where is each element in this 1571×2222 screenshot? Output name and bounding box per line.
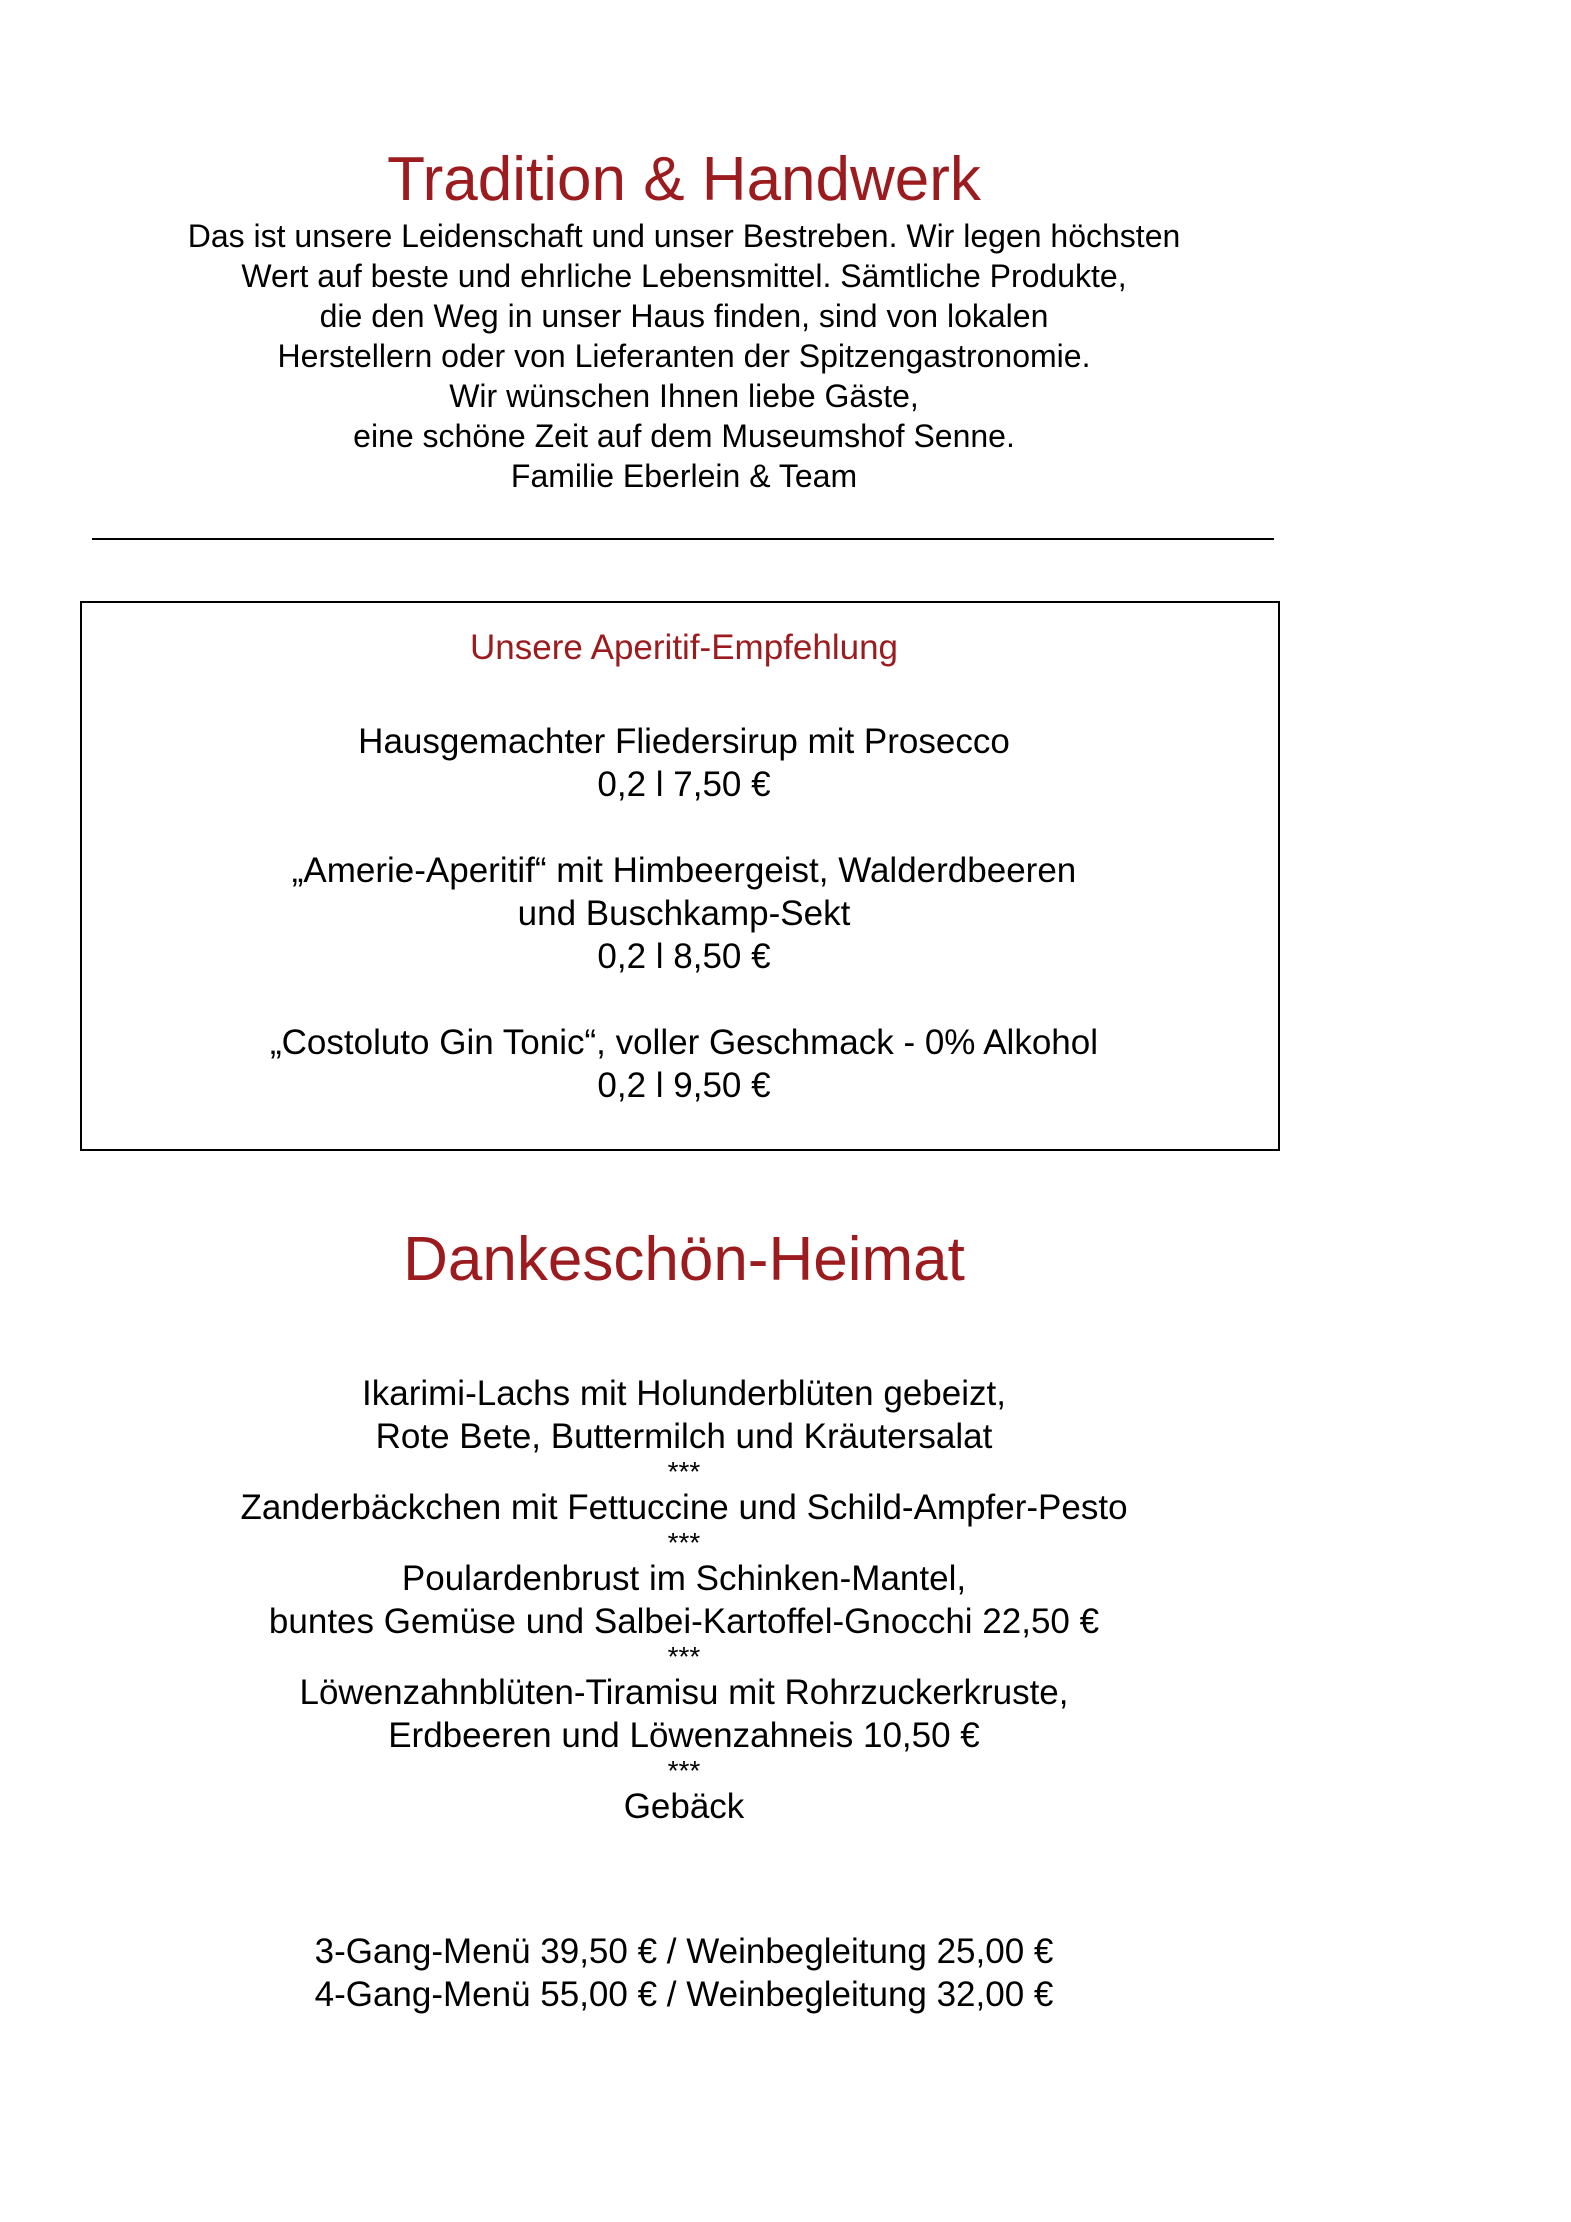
course-line: buntes Gemüse und Salbei-Kartoffel-Gnocchi 22,50 €	[268, 1602, 1100, 1641]
course	[0, 1671, 1368, 1757]
aperitif-item	[0, 720, 1368, 806]
intro-line: Wert auf beste und ehrliche Lebensmittel. Sämtliche Produkte,	[241, 258, 1127, 294]
course	[0, 1557, 1368, 1643]
intro-line: Das ist unsere Leidenschaft und unser Bestreben. Wir legen höchsten	[187, 218, 1181, 254]
aperitif-title: Unsere Aperitif-Empfehlung	[470, 628, 898, 667]
divider	[92, 538, 1274, 540]
aperitif-item	[0, 1021, 1368, 1107]
aperitif-item-name: „Amerie-Aperitif“ mit Himbeergeist, Walderdbeeren	[291, 851, 1077, 890]
menu-courses	[0, 1372, 1368, 1828]
aperitif-item-name: „Costoluto Gin Tonic“, voller Geschmack - 0% Alkohol	[269, 1023, 1099, 1062]
course-line: Rote Bete, Buttermilch und Kräutersalat	[375, 1417, 993, 1456]
intro-line: Herstellern oder von Lieferanten der Spitzengastronomie.	[277, 338, 1091, 374]
course-line: Ikarimi-Lachs mit Holunderblüten gebeizt,	[362, 1374, 1006, 1413]
course	[0, 1785, 1368, 1828]
intro-line: eine schöne Zeit auf dem Museumshof Senne.	[353, 418, 1015, 454]
course-line: Poulardenbrust im Schinken-Mantel,	[401, 1559, 967, 1598]
course-separator: ***	[667, 1458, 701, 1486]
menu-title: Dankeschön-Heimat	[403, 1225, 965, 1294]
course-line: Löwenzahnblüten-Tiramisu mit Rohrzuckerkruste,	[299, 1673, 1069, 1712]
menu-price-line: 3-Gang-Menü 39,50 € / Weinbegleitung 25,00 €	[314, 1932, 1054, 1971]
aperitif-item-price: 0,2 l 7,50 €	[597, 765, 771, 804]
course-separator: ***	[667, 1643, 701, 1671]
aperitif-item	[0, 849, 1368, 978]
menu-prices	[0, 1930, 1368, 2016]
course	[0, 1486, 1368, 1529]
course-line: Erdbeeren und Löwenzahneis 10,50 €	[388, 1716, 980, 1755]
intro-line: die den Weg in unser Haus finden, sind von lokalen	[319, 298, 1049, 334]
course-separator: ***	[667, 1529, 701, 1557]
aperitif-item-price: 0,2 l 8,50 €	[597, 937, 771, 976]
aperitif-item-price: 0,2 l 9,50 €	[597, 1066, 771, 1105]
intro-line: Wir wünschen Ihnen liebe Gäste,	[449, 378, 919, 414]
course	[0, 1372, 1368, 1458]
page-title: Tradition & Handwerk	[387, 145, 981, 214]
course-line: Zanderbäckchen mit Fettuccine und Schild-Ampfer-Pesto	[240, 1488, 1128, 1527]
course-separator: ***	[667, 1757, 701, 1785]
course-line: Gebäck	[623, 1787, 745, 1826]
aperitif-list	[0, 720, 1368, 1107]
aperitif-item-name: Hausgemachter Fliedersirup mit Prosecco	[358, 722, 1010, 761]
intro-signature: Familie Eberlein & Team	[510, 458, 858, 494]
aperitif-item-name-cont: und Buschkamp-Sekt	[517, 894, 851, 933]
menu-price-line: 4-Gang-Menü 55,00 € / Weinbegleitung 32,00 €	[314, 1975, 1054, 2014]
intro-text	[0, 216, 1368, 496]
